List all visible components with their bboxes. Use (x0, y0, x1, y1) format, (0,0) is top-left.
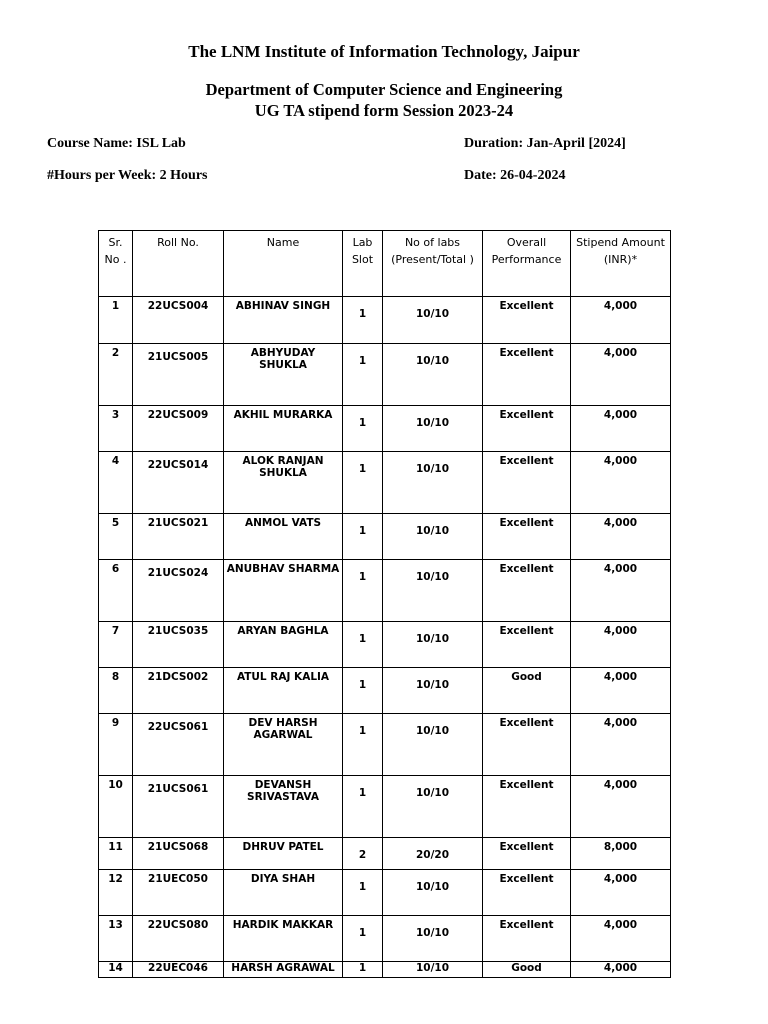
labs-cell (383, 514, 483, 560)
sr-no-cell-text: 7 (111, 625, 120, 637)
stipend-cell-text: 4,000 (603, 625, 638, 637)
lab-slot-cell (343, 297, 383, 344)
table-row (99, 297, 671, 344)
name-cell-text: ANMOL VATS (244, 517, 322, 529)
lab-slot-cell-text: 2 (358, 849, 367, 861)
performance-cell-text: Excellent (499, 717, 554, 729)
duration: Duration: Jan-April [2024] (464, 136, 626, 151)
labs-cell (383, 870, 483, 916)
performance-cell-text: Good (511, 671, 542, 683)
name-cell (224, 714, 343, 776)
sr-no-cell (99, 838, 133, 870)
performance-cell (483, 916, 571, 962)
roll-no-cell (133, 668, 224, 714)
name-cell-text: ALOK RANJAN SHUKLA (242, 455, 324, 479)
roll-no-cell-text: 21UCS035 (147, 625, 209, 637)
name-cell-text: DHRUV PATEL (242, 841, 324, 853)
roll-no-cell-text: 21UCS005 (147, 351, 209, 363)
stipend-cell-text: 4,000 (603, 347, 638, 359)
lab-slot-cell-text: 1 (358, 571, 367, 583)
stipend-cell (571, 668, 671, 714)
sr-no-cell (99, 870, 133, 916)
lab-slot-cell (343, 514, 383, 560)
lab-slot-cell (343, 916, 383, 962)
roll-no-cell-text: 22UCS080 (147, 919, 209, 931)
labs-cell-text: 10/10 (415, 463, 450, 475)
name-cell-text: DEVANSH SRIVASTAVA (247, 779, 319, 803)
sr-no-cell-text: 3 (111, 409, 120, 421)
roll-no-cell-text: 21UCS061 (147, 783, 209, 795)
roll-no-cell (133, 714, 224, 776)
header-name: Name (224, 231, 343, 297)
stipend-cell-text: 4,000 (603, 455, 638, 467)
labs-cell (383, 776, 483, 838)
stipend-cell (571, 297, 671, 344)
labs-cell-text: 10/10 (415, 308, 450, 320)
roll-no-cell-text: 22UCS061 (147, 721, 209, 733)
performance-cell (483, 560, 571, 622)
performance-cell-text: Excellent (499, 625, 554, 637)
labs-cell (383, 668, 483, 714)
roll-no-cell-text: 21DCS002 (147, 671, 209, 683)
performance-cell (483, 406, 571, 452)
performance-cell (483, 622, 571, 668)
roll-no-cell-text: 21UCS068 (147, 841, 209, 853)
name-cell (224, 668, 343, 714)
stipend-cell (571, 962, 671, 978)
name-cell (224, 962, 343, 978)
labs-cell (383, 962, 483, 978)
lab-slot-cell (343, 622, 383, 668)
stipend-cell-text: 4,000 (603, 717, 638, 729)
labs-cell-text: 10/10 (415, 633, 450, 645)
name-cell-text: AKHIL MURARKA (233, 409, 333, 421)
header-stipend: Stipend Amount (INR)* (571, 231, 671, 297)
name-cell (224, 514, 343, 560)
name-cell (224, 916, 343, 962)
labs-cell (383, 452, 483, 514)
lab-slot-cell (343, 838, 383, 870)
roll-no-cell (133, 560, 224, 622)
name-cell-text: ABHYUDAY SHUKLA (250, 347, 316, 371)
name-cell-text: DEV HARSH AGARWAL (248, 717, 318, 741)
name-cell (224, 776, 343, 838)
table-row (99, 560, 671, 622)
lab-slot-cell (343, 870, 383, 916)
labs-cell-text: 10/10 (415, 962, 450, 974)
lab-slot-cell (343, 714, 383, 776)
labs-cell (383, 838, 483, 870)
roll-no-cell (133, 514, 224, 560)
department-heading (0, 79, 768, 121)
performance-cell-text: Excellent (499, 919, 554, 931)
labs-cell (383, 344, 483, 406)
stipend-cell (571, 622, 671, 668)
labs-cell-text: 10/10 (415, 571, 450, 583)
roll-no-cell-text: 22UCS004 (147, 300, 209, 312)
name-cell-text: ANUBHAV SHARMA (226, 563, 340, 575)
lab-slot-cell-text: 1 (358, 962, 367, 974)
performance-cell (483, 452, 571, 514)
name-cell (224, 344, 343, 406)
roll-no-cell (133, 406, 224, 452)
performance-cell-text: Excellent (499, 409, 554, 421)
roll-no-cell (133, 452, 224, 514)
sr-no-cell (99, 714, 133, 776)
lab-slot-cell-text: 1 (358, 725, 367, 737)
name-cell-text: ABHINAV SINGH (235, 300, 331, 312)
roll-no-cell-text: 22UCS014 (147, 459, 209, 471)
lab-slot-cell-text: 1 (358, 525, 367, 537)
name-cell-text: HARSH AGRAWAL (231, 962, 335, 974)
lab-slot-cell-text: 1 (358, 417, 367, 429)
name-cell (224, 870, 343, 916)
table-row (99, 962, 671, 978)
sr-no-cell (99, 344, 133, 406)
stipend-cell-text: 4,000 (603, 563, 638, 575)
lab-slot-cell-text: 1 (358, 679, 367, 691)
roll-no-cell (133, 344, 224, 406)
form-title: UG TA stipend form Session 2023-24 (254, 101, 514, 120)
lab-slot-cell (343, 776, 383, 838)
lab-slot-cell-text: 1 (358, 463, 367, 475)
course-name: Course Name: ISL Lab (47, 136, 186, 151)
header-sr-no: Sr. No . (99, 231, 133, 297)
performance-cell-text: Excellent (499, 455, 554, 467)
roll-no-cell (133, 870, 224, 916)
stipend-cell-text: 4,000 (603, 779, 638, 791)
table-row (99, 776, 671, 838)
sr-no-cell-text: 8 (111, 671, 120, 683)
performance-cell-text: Excellent (499, 563, 554, 575)
sr-no-cell (99, 560, 133, 622)
header-no-of-labs: No of labs (Present/Total ) (383, 231, 483, 297)
table-row (99, 714, 671, 776)
lab-slot-cell (343, 452, 383, 514)
sr-no-cell-text: 13 (108, 919, 123, 931)
table-row (99, 406, 671, 452)
performance-cell-text: Excellent (499, 873, 554, 885)
performance-cell (483, 297, 571, 344)
table-row (99, 622, 671, 668)
labs-cell-text: 20/20 (415, 849, 450, 861)
sr-no-cell (99, 962, 133, 978)
header-performance: Overall Performance (483, 231, 571, 297)
stipend-cell-text: 4,000 (603, 873, 638, 885)
lab-slot-cell-text: 1 (358, 881, 367, 893)
table-row (99, 514, 671, 560)
labs-cell (383, 560, 483, 622)
labs-cell-text: 10/10 (415, 355, 450, 367)
lab-slot-cell (343, 962, 383, 978)
sr-no-cell-text: 9 (111, 717, 120, 729)
roll-no-cell-text: 22UCS009 (147, 409, 209, 421)
table-row (99, 916, 671, 962)
stipend-cell (571, 406, 671, 452)
table-row (99, 870, 671, 916)
performance-cell (483, 668, 571, 714)
stipend-cell-text: 4,000 (603, 517, 638, 529)
name-cell (224, 622, 343, 668)
name-cell-text: DIYA SHAH (250, 873, 316, 885)
sr-no-cell-text: 5 (111, 517, 120, 529)
performance-cell (483, 344, 571, 406)
lab-slot-cell (343, 668, 383, 714)
stipend-cell-text: 4,000 (603, 919, 638, 931)
labs-cell (383, 622, 483, 668)
name-cell (224, 560, 343, 622)
performance-cell-text: Excellent (499, 347, 554, 359)
performance-cell (483, 962, 571, 978)
labs-cell-text: 10/10 (415, 525, 450, 537)
labs-cell-text: 10/10 (415, 881, 450, 893)
roll-no-cell (133, 776, 224, 838)
performance-cell-text: Excellent (499, 841, 554, 853)
stipend-cell (571, 560, 671, 622)
name-cell (224, 452, 343, 514)
hours-per-week: #Hours per Week: 2 Hours (47, 168, 208, 183)
roll-no-cell-text: 21UCS024 (147, 567, 209, 579)
name-cell-text: ARYAN BAGHLA (237, 625, 329, 637)
labs-cell-text: 10/10 (415, 417, 450, 429)
lab-slot-cell (343, 344, 383, 406)
roll-no-cell (133, 622, 224, 668)
name-cell (224, 838, 343, 870)
roll-no-cell (133, 297, 224, 344)
roll-no-cell-text: 21UCS021 (147, 517, 209, 529)
performance-cell-text: Excellent (499, 779, 554, 791)
stipend-cell (571, 452, 671, 514)
table-row (99, 838, 671, 870)
performance-cell (483, 870, 571, 916)
roll-no-cell (133, 916, 224, 962)
stipend-cell (571, 916, 671, 962)
sr-no-cell-text: 2 (111, 347, 120, 359)
sr-no-cell-text: 12 (108, 873, 123, 885)
name-cell-text: HARDIK MAKKAR (232, 919, 334, 931)
stipend-cell-text: 8,000 (603, 841, 638, 853)
table-header-row (99, 231, 671, 297)
table-row (99, 344, 671, 406)
labs-cell (383, 714, 483, 776)
sr-no-cell-text: 10 (108, 779, 123, 791)
sr-no-cell-text: 11 (108, 841, 123, 853)
labs-cell-text: 10/10 (415, 679, 450, 691)
sr-no-cell (99, 776, 133, 838)
name-cell (224, 406, 343, 452)
labs-cell-text: 10/10 (415, 787, 450, 799)
sr-no-cell (99, 452, 133, 514)
lab-slot-cell-text: 1 (358, 308, 367, 320)
stipend-cell (571, 870, 671, 916)
sr-no-cell-text: 1 (111, 300, 120, 312)
labs-cell (383, 297, 483, 344)
sr-no-cell (99, 406, 133, 452)
labs-cell (383, 916, 483, 962)
table-row (99, 668, 671, 714)
header-lab-slot: Lab Slot (343, 231, 383, 297)
labs-cell-text: 10/10 (415, 927, 450, 939)
department-name: Department of Computer Science and Engineering (205, 80, 563, 99)
stipend-cell-text: 4,000 (603, 409, 638, 421)
stipend-cell (571, 838, 671, 870)
roll-no-cell (133, 838, 224, 870)
performance-cell-text: Excellent (499, 300, 554, 312)
stipend-cell-text: 4,000 (603, 671, 638, 683)
name-cell (224, 297, 343, 344)
sr-no-cell (99, 297, 133, 344)
performance-cell (483, 514, 571, 560)
lab-slot-cell-text: 1 (358, 633, 367, 645)
sr-no-cell-text: 4 (111, 455, 120, 467)
stipend-cell-text: 4,000 (603, 962, 638, 974)
lab-slot-cell-text: 1 (358, 927, 367, 939)
stipend-cell-text: 4,000 (603, 300, 638, 312)
stipend-cell (571, 514, 671, 560)
institute-title: The LNM Institute of Information Technology, Jaipur (188, 42, 580, 61)
performance-cell (483, 838, 571, 870)
stipend-cell (571, 344, 671, 406)
sr-no-cell-text: 6 (111, 563, 120, 575)
stipend-cell (571, 776, 671, 838)
lab-slot-cell (343, 560, 383, 622)
labs-cell (383, 406, 483, 452)
lab-slot-cell (343, 406, 383, 452)
roll-no-cell (133, 962, 224, 978)
sr-no-cell-text: 14 (108, 962, 123, 974)
stipend-table (98, 230, 671, 978)
lab-slot-cell-text: 1 (358, 787, 367, 799)
sr-no-cell (99, 916, 133, 962)
form-date: Date: 26-04-2024 (464, 168, 566, 183)
sr-no-cell (99, 668, 133, 714)
lab-slot-cell-text: 1 (358, 355, 367, 367)
labs-cell-text: 10/10 (415, 725, 450, 737)
performance-cell (483, 714, 571, 776)
roll-no-cell-text: 22UEC046 (148, 962, 208, 974)
name-cell-text: ATUL RAJ KALIA (236, 671, 330, 683)
table-row (99, 452, 671, 514)
performance-cell (483, 776, 571, 838)
sr-no-cell (99, 622, 133, 668)
header-roll-no: Roll No. (133, 231, 224, 297)
roll-no-cell-text: 21UEC050 (148, 873, 208, 885)
sr-no-cell (99, 514, 133, 560)
stipend-cell (571, 714, 671, 776)
performance-cell-text: Excellent (499, 517, 554, 529)
performance-cell-text: Good (511, 962, 542, 974)
